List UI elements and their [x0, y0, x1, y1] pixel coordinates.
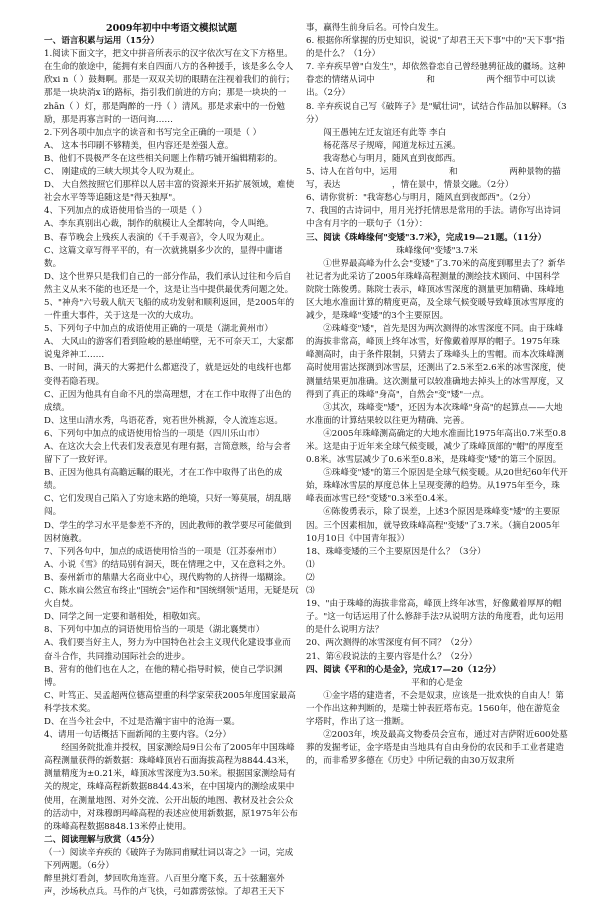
left-line: C、 刚建成的三峡大坝其令人叹为观止。 — [44, 167, 200, 178]
left-line: B、泰州新市的鼎鼎大名商业中心，现代购物的人挤得一塌糊涂。 — [44, 572, 291, 583]
right-line: ⑥陈俊勇表示，除了误差，上述3个原因是珠峰变"矮"的主要原因。三个因素相加，就导致珠峰高程"变矮"了3.7米。（摘自2005年10月10日《中国青年报》） — [306, 507, 560, 544]
right-line: ②珠峰变"矮"，首先是因为两次测得的冰雪深度不同。由于珠峰的海拔非常高，峰顶上终年冰雪，好像戴着厚厚的帽子。1975年珠峰测高时，由于条件限制，只猜去了珠峰头上的雪帽。而本次珠峰测高时使用雷达探测到冰雪层，还测出了2.5米至2.6米的冰雪深度，使测量结果更加准确。这次测量可以较准确地去掉头上的冰雪厚度，又得到了真正的珠峰"身高"，自然会"变"矮"一点。 — [306, 324, 566, 400]
left-line: B、春节晚会上残疾人表演的《千手观音》，令人叹为观止。 — [44, 232, 270, 243]
right-line: ⑤珠峰变"矮"的第三个原因是全球气候变暖。从20世纪60年代开始，珠峰冰雪层的厚度总体上呈现变薄的趋势。从1975年至今，珠峰表面冰雪已经"变矮"0.3米至0.4米。 — [306, 468, 568, 505]
right-line: 20、两次测得的冰雪深度有何不同？（2分） — [306, 638, 478, 649]
right-line: 我寄愁心与明月，随风直到夜郎西。 — [323, 153, 461, 164]
left-line: C、叶笃正、吴孟超两位德高望重的科学家荣获2005年度国家最高科学技术奖。 — [44, 690, 296, 714]
left-line: A、我们要当好主人，努力为中国特色社会主义现代化建设事业而奋斗合作，共同推动国际社会的进步。 — [44, 638, 291, 662]
right-line: 6、请你赏析："我寄愁心与明月，随风直到夜郎西"。（2分） — [306, 193, 536, 204]
left-line: B、正因为他具有高瞻远瞩的眼光，才在工作中取得了出色的成绩。 — [44, 468, 283, 492]
right-line: 8. 辛弃疾说自己写《破阵子》是"赋壮词"，试结合作品加以解释。（3分） — [306, 101, 567, 125]
right-line: ①金字塔的建造者，不会是奴隶，应该是一批欢快的自由人！第一个作出这种判断的，是瑞士钟表匠塔布克。1560年，他在游览金字塔时，作出了这一推断。 — [306, 690, 564, 727]
right-line: 事，赢得生前身后名。可怜白发生。 — [306, 23, 444, 33]
left-line: 7、下列各句中，加点的成语使用恰当的一项是（江苏泰州市） — [44, 546, 282, 557]
left-line: D、 大自然按照它们那样以人居丰富的资源来开拓扩展领域，难使社会水平等等追随这是"得天独厚"。 — [44, 180, 295, 204]
left-line: D、学生的学习水平是参差不齐的，因此教师的教学要尽可能做到因材施教。 — [44, 520, 292, 544]
left-line: A、李东真别出心裁，制作的航模让人全都转向，令人叫绝。 — [44, 219, 274, 230]
left-line: A、 这本书印刷不够精美，但内容还是差强人意。 — [44, 140, 234, 151]
left-line: A、在这次大会上代表们发表意见有理有据，言简意赅，给与会者留下了一致好评。 — [44, 442, 291, 466]
left-line: A、 大风山的游客们看到险峻的悬崖峭壁，无不可奈天工，大家都说鬼斧神工…… — [44, 337, 294, 361]
left-line: 在生命的旅途中，能拥有来自四面八方的各种援手，该是多么令人欣xi n（ ）鼓舞啊。那是一双双关切的眼睛在注视着我们的前行；那是一块块消x ī的路标，指引我们前进的方向；那是一块块的一zhān（ ）灯，那是陶醉的一丹（ ）清风。那是求索中的一份勉励，那是再寡言时的一语问询…… — [44, 62, 295, 125]
right-line: ②2003年，埃及最高文物委员会宣布，通过对吉萨附近600处墓葬的发掘考证，金字塔是由当地具有自由身份的农民和手工业者建造的，而非希罗多德在《历史》中所记载的由30万奴隶所 — [306, 730, 568, 767]
right-line: 珠峰缘何"变矮"3.7米 — [396, 245, 478, 256]
right-line: 18、珠峰变矮的三个主要原因是什么？（3分） — [306, 546, 486, 557]
right-line: ⑵ — [306, 572, 315, 583]
right-line: 三、阅读《珠峰缘何"变矮"3.7米》，完成19—21题。（11分） — [306, 232, 547, 243]
left-line: D、这里山清水秀，鸟语花香，宛若世外桃源，令人流连忘返。 — [44, 415, 283, 426]
left-line: C、正因为他具有自命不凡的崇高理想，才在工作中取得了出色的成绩。 — [44, 389, 292, 413]
left-line: 5、下列句子中加点的成语使用正确的一项是（湖北黄州市） — [44, 324, 273, 335]
left-line: 2009年初中中考语文模拟试题 — [106, 23, 237, 34]
right-line: 闯王愚钝左迁友谊还有此等 李白 — [323, 127, 447, 138]
left-line: 4、请用一句话概括下面新闻的主要内容。（2分） — [44, 730, 232, 741]
left-line: B、他们不畏极严冬在这些相关问题上作精巧铺开编辑精彩的。 — [44, 153, 283, 164]
left-line: 一、语言积累与运用（15分） — [44, 36, 160, 47]
right-line: 杨花落尽子规啼，闻道龙标过五溪。 — [323, 140, 461, 151]
left-line: D、在当今社会中，不过是浩瀚宇宙中的沧海一粟。 — [44, 716, 240, 727]
right-line: ①世界最高峰为什么会"变矮"了3.70米的高度到哪里去了？新华社记者为此采访了2005年珠峰高程测量的测绘技术顾问、中国科学院院士陈俊勇。陈院士表示，峰顶冰雪深度的测量更加精确、珠峰地区大地水准面计算的精度更高，及全球气候变暖导致峰顶冰雪厚度的减少，是珠峰"变矮"的3个主要原因。 — [306, 258, 566, 322]
left-line: （一）阅读辛弃疾的《破阵子为陈同甫赋壮词以寄之》一词，完成下列两题。（6分） — [44, 847, 294, 871]
right-line: 四、阅读《平和的心是金》，完成17—20（12分） — [306, 664, 501, 675]
right-line: 6. 根据你所掌握的历史知识，说说"了却君王天下事"中的"天下事"指的是什么？（1分） — [306, 36, 565, 60]
right-line: ⑴ — [306, 559, 315, 570]
left-line: 4、下列加点的成语使用恰当的一项是（ ） — [44, 206, 207, 217]
right-line: ③其次，珠峰变"矮"，还因为本次珠峰"身高"的起算点——大地水准面的计算结果较以往更为精确、完善。 — [306, 402, 563, 426]
left-line: C、陈水扁公然宣布终止"国统会"运作和"国统纲领"适用，无疑是玩火自焚。 — [44, 586, 299, 610]
left-line: 二、阅读理解与欣赏（45分） — [44, 834, 160, 845]
right-line: 7. 辛弃疾早曾"白发生"，却依然眷恋自己曾经驰骋征战的疆场。这种眷恋的情绪从词中 和 两个细节中可以读出。（2分） — [306, 62, 566, 99]
right-column — [306, 22, 568, 768]
left-line: B、营有的他们也在人之，在他的精心指导时候，使自己学识渊博。 — [44, 664, 283, 688]
right-line: ⑶ — [306, 586, 315, 597]
left-line: 6、下列句中加点的成语使用恰当的一项是（四川乐山市） — [44, 428, 265, 439]
right-line: ④2005年珠峰测高确定的大地水准面比1975年高出0.7米至0.8米。这是由于近年来全球气候变暖，减少了珠峰顶部的"帽"的厚度至0.8米。冰雪层减少了0.6米至0.8米，是珠峰变"矮"的第三个原因。 — [306, 428, 567, 466]
right-line: 19、"由于珠峰的海拔非常高，峰顶上终年冰雪，好像戴着厚厚的帽子。"这一句话运用了什么修辞手法?从说明方法的角度看，此句运用的是什么说明方法？ — [306, 599, 564, 636]
right-line: 5、诗人在首句中，运用 和 两种景物的描写，表达 ，情在景中，情景交融。（2分） — [306, 167, 561, 191]
left-line: 2.下列各项中加点字的读音和书写完全正确的一项是（ ） — [44, 127, 262, 138]
right-line: 7、我国的古诗词中，用月光抒托情思是常用的手法。请你写出诗词中含有月字的一联句子（1分）： — [306, 206, 561, 230]
left-line: 经国务院批准并授权，国家测绘局9日公布了2005年中国珠峰高程测量获得的新数据：珠峰峰顶岩石面海拔高程为8844.43米，测量精度为±0.21米，峰顶冰雪深度为3.50米。根据国家测绘局有关的规定，珠峰高程新数据8844.43米，在中国境内的测绘成果中使用，在测量地图、对外交流、公开出版的地图、教材及社会公众的活动中，对珠穆朗玛峰高程的表述应使用新数据，原1975年公布的珠峰高程数据8848.13米停止使用。 — [44, 743, 298, 832]
left-line: 醉里挑灯看剑，梦回吹角连营。八百里分麾下炙，五十弦翻塞外声，沙场秋点兵。马作的卢飞快，弓如霹雳弦惊。了却君王天下 — [44, 874, 285, 898]
left-line: A、小说《雪》的结局别有洞天，既在情理之中，又在意料之外。 — [44, 559, 291, 570]
right-line: 21、第⑥段说法的主要内容是什么？（2分） — [306, 651, 478, 662]
left-line: B、一时间，满天的大雾把什么都遮没了，就是远处的电线杆也都变得若隐若现。 — [44, 363, 291, 387]
right-line: 平和的心是金 — [411, 677, 463, 688]
left-line: D、这个世界只是我们自己的一部分作品，我们承认过往和今后自然主义从来不能的也还是一个，这是让当中提供最优秀问题之处。 — [44, 271, 294, 295]
left-line: 5、"神舟"六号载人航天飞船的成功发射和顺利返回，是2005年的一件重大事件，关于这是一次的大成功。 — [44, 297, 295, 322]
left-line: C、它们发现自己陷入了穷途末路的绝境，只好一筹莫展，胡乱瞎闯。 — [44, 494, 292, 518]
left-line: 1.阅读下面文字，把文中拼音所表示的汉字依次写在文下方格里。 — [44, 49, 293, 60]
left-column — [44, 22, 299, 899]
left-line: D、同学之间一定要和谐相处，相敬如宾。 — [44, 612, 206, 623]
left-line: C、这篇文章写得平平的，有一次就挑剔多少次的，显得中庸诸数。 — [44, 245, 283, 269]
left-line: 8、下列句中加点的词语使用恰当的一项是（湖北襄樊市） — [44, 625, 265, 636]
